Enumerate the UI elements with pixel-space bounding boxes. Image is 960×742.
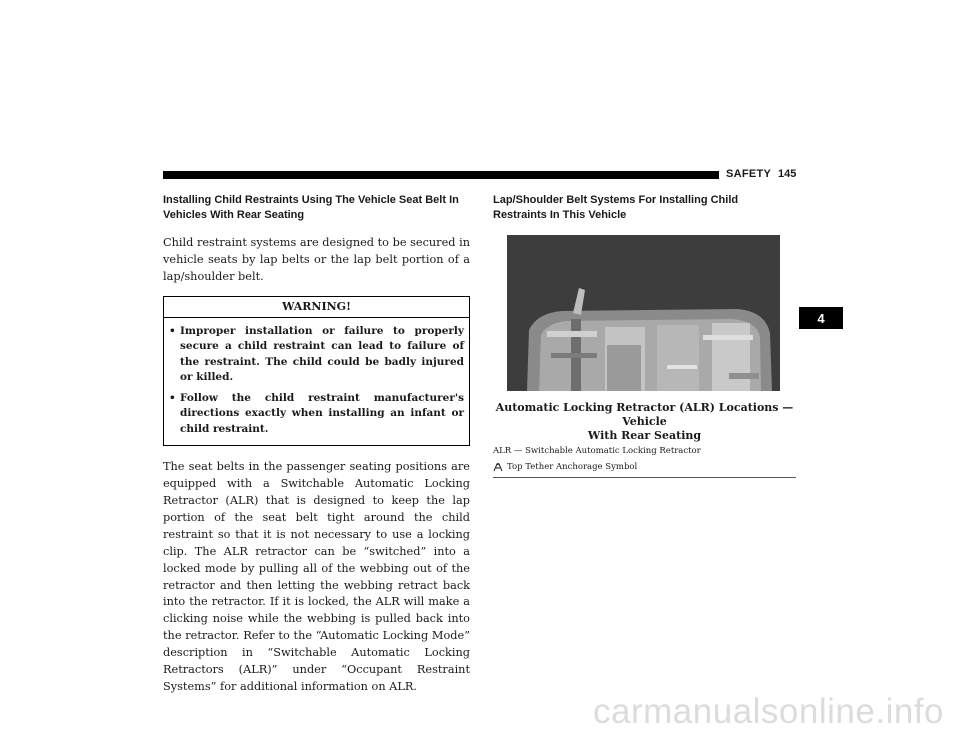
legend-alr: ALR — Switchable Automatic Locking Retractor bbox=[493, 446, 701, 456]
warning-item bbox=[169, 391, 464, 438]
legend-tether bbox=[493, 460, 796, 478]
heading-line-1: Installing Child Restraints Using The Vehicle Seat Belt In bbox=[163, 194, 459, 206]
section-title: SAFETY bbox=[726, 168, 772, 180]
page-number: 145 bbox=[778, 168, 797, 180]
chapter-tab[interactable]: 4 bbox=[799, 307, 843, 329]
left-column bbox=[163, 193, 470, 696]
warning-text: Improper installation or failure to properly secure a child restraint can lead to failure of the restraint. The child could be badly injured or killed. bbox=[180, 324, 464, 384]
warning-item bbox=[169, 324, 464, 386]
heading-line-2: Restraints In This Vehicle bbox=[493, 209, 627, 221]
heading-line-2: Vehicles With Rear Seating bbox=[163, 209, 305, 221]
vehicle-seat-illustration bbox=[507, 235, 780, 391]
caption-line-1: Automatic Locking Retractor (ALR) Locations — Vehicle bbox=[495, 401, 794, 428]
alr-locations-figure bbox=[507, 235, 780, 391]
caption-line-2: With Rear Seating bbox=[587, 429, 702, 442]
warning-list bbox=[164, 318, 469, 446]
header-rule bbox=[163, 171, 719, 179]
body-paragraph: The seat belts in the passenger seating positions are equipped with a Switchable Automatic Locking Retractor (ALR) that is designed to keep the lap portion of the seat belt tight around the child restraint so that it is not necessary to use a locking clip. The ALR retractor can be “switched” into a locked mode by pulling all of the webbing out of the retractor and then letting the webbing retract back into the retractor. If it is locked, the ALR will make a clicking noise while the webbing is pulled back into the retractor. Refer to the “Automatic Locking Mode” description in “Switchable Automatic Locking Retractors (ALR)” under “Occupant Restraint Systems” for additional information on ALR. bbox=[163, 460, 470, 693]
warning-text: Follow the child restraint manufacturer's directions exactly when installing an infant or child restraint. bbox=[180, 391, 464, 435]
section-heading bbox=[163, 193, 470, 223]
tether-anchor-icon bbox=[493, 462, 503, 472]
bullet-icon: • bbox=[169, 324, 176, 337]
figure-caption bbox=[493, 401, 796, 443]
intro-paragraph: Child restraint systems are designed to be secured in vehicle seats by lap belts or the lap belt portion of a lap/shoulder belt. bbox=[163, 236, 470, 283]
warning-box bbox=[163, 296, 470, 447]
warning-title: WARNING! bbox=[164, 297, 469, 318]
section-heading bbox=[493, 193, 796, 223]
legend-tether-text: Top Tether Anchorage Symbol bbox=[507, 462, 638, 472]
right-column bbox=[493, 193, 796, 478]
bullet-icon: • bbox=[169, 391, 176, 404]
heading-line-1: Lap/Shoulder Belt Systems For Installing Child bbox=[493, 194, 739, 206]
watermark: carmanualsonline.info bbox=[593, 692, 944, 731]
